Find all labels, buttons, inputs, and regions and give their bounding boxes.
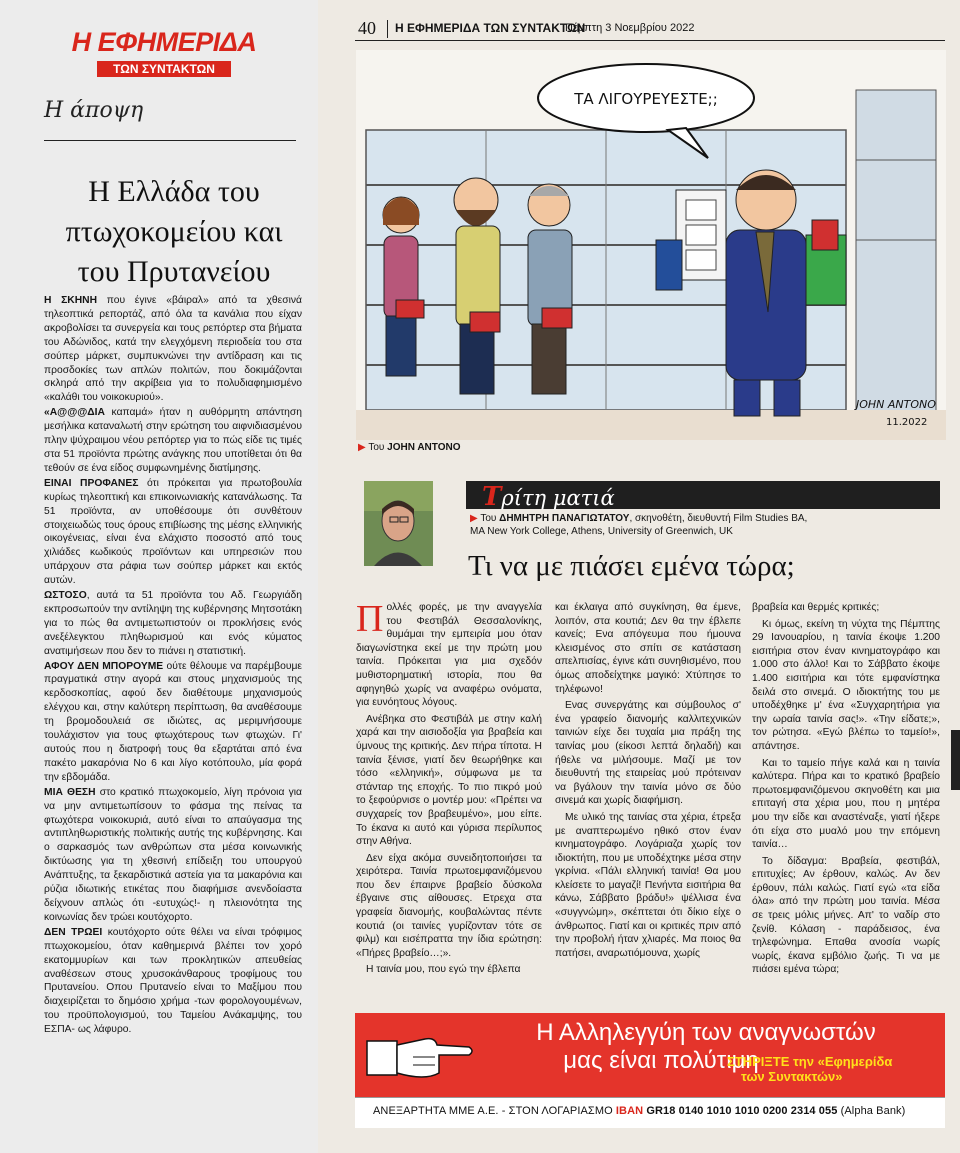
- logo-sub-text: ΤΩΝ ΣΥΝΤΑΚΤΩΝ: [97, 61, 231, 77]
- paragraph-lead: ΑΦΟΥ ΔΕΝ ΜΠΟΡΟΥΜΕ: [44, 660, 164, 672]
- paragraph: [44, 589, 302, 659]
- newspaper-logo: [48, 26, 280, 77]
- paragraph-lead: Η ΣΚΗΝΗ: [44, 295, 98, 306]
- paragraph-lead: ΜΙΑ ΘΕΣΗ: [44, 786, 96, 798]
- header-title: Η ΕΦΗΜΕΡΙΔΑ ΤΩΝ ΣΥΝΤΑΚΤΩΝ: [395, 21, 586, 35]
- paragraph: [356, 598, 542, 710]
- customer-bearded-man: [454, 178, 500, 394]
- paragraph: Δεν είχα ακόμα συνειδητοποιήσει τα χειρότερα. Ταινία πρωτοεμφανιζόμενου που δεν έπαιρνε βραβείο δύσκολα έβγαινε στις αίθουσες. Ετρεχα στα γραφεία διανομής, κουβαλώντας πέντε κουτιά (οι ταινίες γυρίζονταν τότε σε φιλμ) και εισέπραττα την ίδια ερώτηση: «Πήρες βραβείο…;».: [356, 852, 542, 959]
- paragraph: Ανέβηκα στο Φεστιβάλ με στην καλή χαρά και την αισιοδοξία για βραβεία και ύμνους της κριτικής. Δεν πήρα τίποτα. Η ταινία ξένισε, γιατί δεν θεωρήθηκε και τόσο «ελληνική», σύμφωνα με τα στάνταρ της εποχής. Το πιο πικρό μού το ξεφούρνισε ο μοντέρ μου: «Πρέπει να συγχαρείς τον βραβευμένο», μου είπε. Το έκανα κι αυτό και γύρισα περίλυπος στην Αθήνα.: [356, 713, 542, 848]
- cartoon-credit: [358, 442, 460, 453]
- paragraph: βραβεία και θερμές κριτικές;: [752, 602, 880, 613]
- artist-signature-date: 11.2022: [886, 417, 928, 428]
- iban-prefix: ΑΝΕΞΑΡΤΗΤΑ ΜΜΕ Α.Ε. - ΣΤΟΝ ΛΟΓΑΡΙΑΣΜΟ: [373, 1105, 613, 1117]
- paragraph: [44, 406, 302, 476]
- paragraph-text: ότι πρόκειται για πρωτοβουλία κυρίως τηλεοπτική και επικοινωνιακής κατανάλωσης. Τα 51 προϊόντα, αν υποθέσουμε ότι συνθέτουν στοιχειωδώς τους όρους επιβίωσης της μέσης ελληνικής οικογένειας, είναι ένα ελάχιστο ποσοστό από τους χιλιάδες κωδικούς προϊόντων και υπηρεσιών που υπάρχουν στα ράφια των σούπερ μάρκετ και εκτός αυτών.: [44, 477, 302, 587]
- divider: [387, 20, 388, 38]
- page-header: [355, 18, 945, 41]
- rubric-rest: ρίτη ματιά: [501, 486, 615, 510]
- ad-title-line: μας είναι πολύτιμη: [563, 1047, 759, 1074]
- page-edge-marker: [951, 730, 960, 790]
- page-number: 40: [358, 18, 376, 38]
- paragraph: Η ταινία μου, που εγώ την έβλεπα: [366, 964, 521, 976]
- byline-role-line2: MA New York College, Athens, University of Greenwich, UK: [470, 526, 733, 537]
- article-column: [752, 601, 940, 980]
- paragraph-text: κουτόχορτο ούτε θέλει να είναι τρόφιμος πτωχοκομείου, όταν καθημερινά βλέπει τον χορό εκατομμυρίων και των προκλητικών απευθείας αναθέσεων στους χρυσοκάνθαρους τροφίμους του Πρυτανείου. Οπου Πρυτανείο είναι το Μαξίμου που διαχειρίζεται το δημόσιο χρήμα -των φορολογουμένων, του πρoϋπολογισμού, του Ταμείου Ανάκαμψης, του ΕΣΠΑ- ως λάφυρο.: [44, 926, 302, 1036]
- paragraph: [44, 477, 302, 588]
- column-rubric: [466, 481, 940, 512]
- ad-title-line: Η Αλληλεγγύη των αναγνωστών: [536, 1019, 876, 1046]
- paragraph-lead: ΕΙΝΑΙ ΠΡΟΦΑΝΕΣ: [44, 477, 139, 489]
- byline-name: ΔΗΜΗΤΡΗ ΠΑΝΑΓΙΩΤΑΤΟΥ: [499, 513, 630, 524]
- title-line: Η Ελλάδα του: [88, 175, 260, 208]
- author-photo: [364, 481, 433, 566]
- customer-old-man: [528, 184, 572, 394]
- cartoon-illustration: [356, 50, 946, 440]
- paragraph: [44, 926, 302, 1037]
- byline-role: , σκηνοθέτη, διευθυντή Film Studies BA,: [629, 513, 808, 524]
- support-line: ΣΤΗΡΙΞΤΕ την «Εφημερίδα: [727, 1054, 893, 1069]
- paragraph: Ενας συνεργάτης και σύμβουλος σ' ένα γραφείο διανομής καλλιτεχνικών ταινιών είχε δει τυχαία μια πράξη της ταινίας μου (είκοσι λεπτά δηλαδή) και ήθελε να μιλήσουμε. Μαζί με τον διευθυντή της εταιρείας μού πρότειναν να βγάλουν την ταινία μόνο σε δύο σινεμά και χωρίς διαφήμιση.: [555, 700, 741, 807]
- paragraph-text: που έγινε «βάιραλ» από τα χθεσινά τηλεοπτικά ρεπορτάζ, από όλα τα κανάλια που είχαν ακροβολίσει τα συνεργεία και τους ρεπόρτερ στα βήματα του Αδώνιδος, κατά την ελεγχόμενη περιοδεία του στα σούπερ μάρκετ, συμπυκνώνει την αντίδραση και τις προσδοκίες των απλών πολιτών, που δοκιμάζονται σκληρά από την ακρίβεια για το πολυδιαφημισμένο «καλάθι του νοικοκυριού».: [44, 295, 302, 404]
- triangle-icon: ▶: [470, 513, 478, 524]
- title-line: του Πρυτανείου: [77, 255, 271, 288]
- article-column: [356, 598, 542, 980]
- paragraph-lead: ΔΕΝ ΤΡΩΕΙ: [44, 926, 103, 938]
- credit-name: JOHN ANTONO: [387, 442, 461, 453]
- article-column: [555, 601, 741, 963]
- paragraph-text: ούτε θέλουμε να παρέμβουμε πραγματικά στην αγορά και στους μηχανισμούς της κερδοσκοπίας, αφού δεν διαθέτουμε μηχανισμούς ελέγχου και, στην καλύτερη περίπτωση, θα αναθέσουμε τη βρομοδουλειά σε ιδιώτες, ας μεριμνήσουμε τουλάχιστον για τους φτωχότερους των φτωχών. Γι' αυτούς που η διατροφή τους θα εξαρτάται από ένα πακέτο μακαρόνια Νο 6 και λίγο κοτόπουλο, μία φορά την εβδομάδα.: [44, 660, 302, 783]
- paragraph: Και το ταμείο πήγε καλά και η ταινία καλύτερα. Πήρα και το κρατικό βραβείο πρωτοεμφανιζόμενου σκηνοθέτη και μια επιταγή στα χέρια μου, που η μητέρα μου την είδε και αναστέναξε, γιατί ήξερε ότι είχα στο μυαλό μου την επόμενη ταινία…: [752, 757, 940, 851]
- iban-label: IBAN: [615, 1105, 644, 1117]
- paragraph-text: στο κρατικό πτωχοκομείο, λίγη πρόνοια για να μην αντιμετωπίσουν το φάσμα της πείνας τα φτωχότερα νοικοκυριά, αυτό είναι το απαύγασμα της αντιπληθωριστικής πολιτικής αυτής της κυβέρνησης. Και ο σαρκασμός των ανθρώπων στα μέσα κοινωνικής δικτύωσης για τη χθεσινή επίδειξη του υπουργού Ανάπτυξης, τα ξεκαρδιστικά αστεία για τα μακαρόνια και ρύζια ιδιωτικής ετικέτας που διαφήμισε ανενδοίαστα δείχνουν απλώς ότι -ευτυχώς!- η πλειονότητα της κοινωνίας δεν τρώει κουτόχορτο.: [44, 786, 302, 923]
- paragraph: και έκλαιγα από συγκίνηση, θα έμενε, λοιπόν, στα κουτιά; Δεν θα την έβλεπε κανείς; Ενα απόγευμα που ήμουνα κλεισμένος στο σπίτι σε κατάσταση απελπισίας, έγινε κάτι συνηθισμένο, που όμως αποδείχτηκε μαγικό: Χτύπησε το τηλέφωνο!: [555, 602, 741, 695]
- support-line: των Συντακτών»: [741, 1069, 843, 1084]
- paragraph: Το δίδαγμα: Βραβεία, φεστιβάλ, επιτυχίες; Αν έρθουν, καλώς. Αν δεν έρθουν, πάλι καλώς. Γιατί εγώ «τα είδα όλα» από την πρώτη μου ταινία. Μέσα σε τρεις μόλις μήνες. Απ' το ναδίρ στο ζενίθ. Κόλαση - παράδεισος, ένα τηλεφώνημα. Επαθα ανοσία νωρίς νωρίς, έκανα εμβόλιο ζωής. Τι να με πιάσει εμένα τώρα;: [752, 855, 940, 976]
- paragraph-text: ολλές φορές, με την αναγγελία του Φεστιβάλ Θεσσαλονίκης, θυμάμαι την εμπειρία μου όταν διαγωνίστηκα εκεί με την πρώτη μου ταινία. Πρόκειται για μια σχεδόν μυθιστορηματική ιστορία, που θα αφηγηθώ χωρίς να αναφέρω ονόματα, για ευνόητους λόγους.: [356, 602, 542, 709]
- iban-line: [373, 1105, 905, 1117]
- artist-signature: JOHN ANTONO: [856, 398, 936, 411]
- paragraph: [44, 786, 302, 925]
- title-line: πτωχοκομείου και: [65, 215, 283, 248]
- ad-support-text: [727, 1054, 892, 1084]
- credit-prefix: Του: [368, 442, 385, 453]
- rubric-initial: Τ: [482, 482, 502, 512]
- byline-prefix: Του: [480, 513, 497, 524]
- paragraph-text: καπαμά» ήταν η αυθόρμητη απάντηση μεσήλικα καταναλωτή στην ερώτηση του αιφνιδιασμένου πλην ψύχραιμου νέου ρεπόρτερ για το πώς είδε τις τιμές στα 51 προϊόντα πρώτης ανάγκης που υποτίθεται ότι θα τεθούν σε ένα είδος συμφωνημένης διατίμησης.: [44, 407, 302, 474]
- rubric-text: [482, 482, 615, 512]
- sidebar-title: [44, 172, 304, 292]
- speech-text: ΤΑ ΛΙΓΟΥΡΕΥΕΣΤΕ;;: [574, 90, 718, 108]
- paragraph: Με υλικό της ταινίας στα χέρια, έτρεξα με αναπτερωμένο ηθικό στον έναν κινηματογράφο. Λογάριαζα χωρίς τον ιδιοκτήτη, που με υποδέχτηκε μέσα στην γκρίνια. «Πάλι ελληνική ταινία! Θα μου κλείσετε το μαγαζί! Πενήντα εισιτήρια θα κάνω, Σάββατο βράδυ!» ψέλλισα ένα «συγγνώμη», σκέπτεται ότι δίκιο είχε ο άνθρωπος. Γιατί και οι κριτικές πριν από την προβολή ήταν χλιαρές. Μα ποιος θα πατήσει, αναρωτιόμουνα, χωρίς: [555, 811, 741, 959]
- section-label: Η άποψη: [44, 98, 144, 123]
- paragraph: [44, 294, 302, 405]
- article-headline: Τι να με πιάσει εμένα τώρα;: [468, 550, 795, 582]
- paragraph-text: , αυτά τα 51 προϊόντα του Αδ. Γεωργιάδη εκπροσωπούν την αντίληψη της κυβέρνησης Μητσοτάκη για το πώς θα αντιμετωπιστούν οι προκλήσεις ενός ανεξέλεγκτου πληθωρισμού και ενός κύματος ανατιμήσεων που δεν το πιάνει η στατιστική.: [44, 590, 302, 657]
- iban-bank: (Alpha Bank): [840, 1105, 906, 1117]
- paragraph: Κι όμως, εκείνη τη νύχτα της Πέμπτης 29 Ιανουαρίου, η ταινία έκοψε 1.200 εισιτήρια στον έναν κινηματογράφο και 1.000 στο άλλο! Και το Σάββατο έκοψε 1.400 εισιτήρια και τότε εμφανίστηκα δειλά στο σινεμά. Ο ιδιοκτήτης του με υποδέχθηκε μ' ένα «Συγχαρητήρια για την ωραία ταινία σας!». «Την είδατε;», τον ρώτησα. «Εγώ βλέπω το ταμείο!», απάντησε.: [752, 618, 940, 752]
- solidarity-ad: [355, 1013, 945, 1127]
- triangle-icon: ▶: [358, 442, 366, 453]
- logo-main-text: Η ΕΦΗΜΕΡΙΔΑ: [71, 27, 257, 57]
- iban-number: GR18 0140 1010 1010 0200 2314 055: [646, 1105, 838, 1117]
- paragraph-lead: «Α@@@ΔΙΑ: [44, 407, 105, 419]
- supermarket-shelves: [356, 90, 946, 440]
- paragraph: [44, 660, 302, 785]
- byline: [470, 512, 940, 538]
- paragraph-lead: ΩΣΤΟΣΟ: [44, 590, 87, 602]
- sidebar-body: [44, 294, 302, 1038]
- opinion-sidebar: [0, 0, 318, 1153]
- header-date: Πέμπτη 3 Νοεμβρίου 2022: [565, 22, 695, 34]
- divider: [44, 140, 296, 141]
- drop-cap: Π: [356, 598, 384, 640]
- ad-iban-strip: [355, 1097, 945, 1128]
